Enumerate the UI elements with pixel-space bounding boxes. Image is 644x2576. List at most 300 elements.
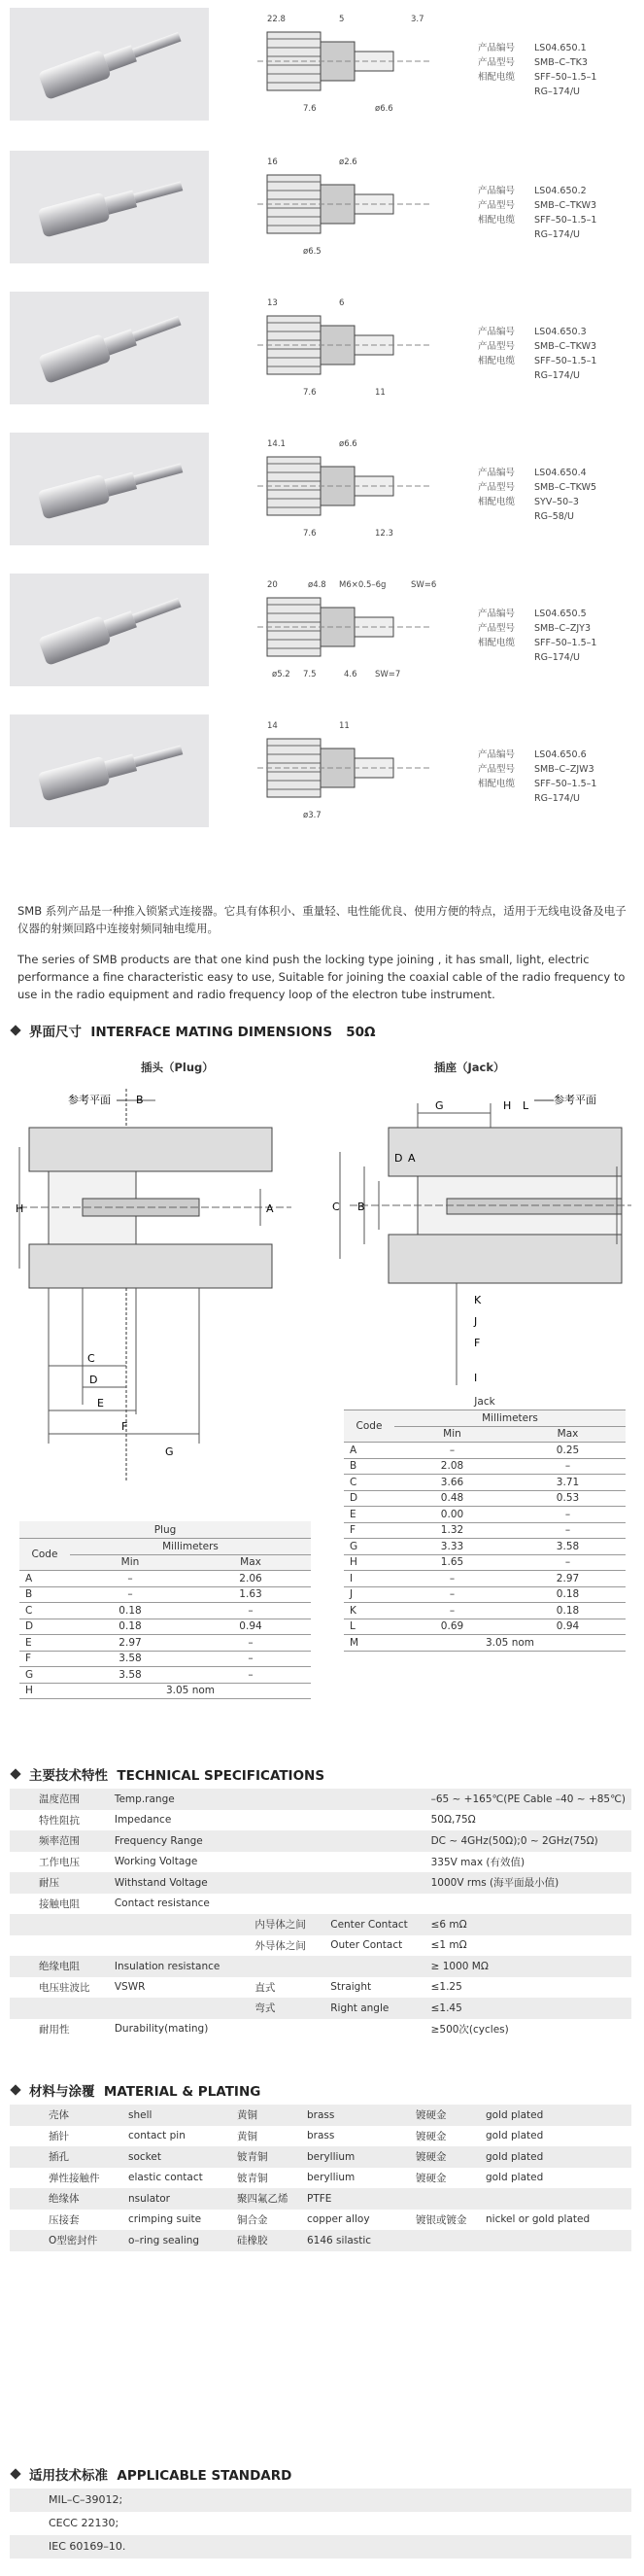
- product-technical-drawing: [238, 433, 481, 545]
- spec-sub-en: [324, 1830, 424, 1852]
- product-code: LS04.650.4: [534, 468, 587, 478]
- spec-row: [10, 2019, 631, 2040]
- part-name-en: crimping suite: [128, 2213, 202, 2226]
- part-name-cn: 绝缘体: [10, 2188, 122, 2210]
- dimension-min: 1.65: [394, 1554, 510, 1571]
- jack-max-header: Max: [510, 1426, 626, 1443]
- product-dimension-label: 4.6: [344, 670, 357, 679]
- dimension-min: 3.66: [394, 1475, 510, 1491]
- spec-row: [10, 1977, 631, 1999]
- spec-value: ≥ 1000 MΩ: [425, 1956, 631, 1977]
- material-section-title: 材料与涂覆 MATERIAL & PLATING: [12, 2080, 260, 2100]
- jack-dim-b: B: [357, 1201, 365, 1213]
- part-name-cn: 插针: [49, 2130, 69, 2142]
- standard-item: MIL–C–39012;: [10, 2489, 631, 2512]
- plug-dim-d: D: [89, 1374, 98, 1386]
- dimension-min: 2.08: [394, 1458, 510, 1475]
- spec-sub-cn: [249, 1830, 324, 1852]
- product-info-table: 产品编号 LS04.650.3 产品型号 SMB–C–TKW3 相配电缆 SFF–50–1.5–1 RG–174/U: [474, 325, 634, 383]
- material-row: [10, 2188, 631, 2210]
- spec-name-en: [109, 1998, 250, 2019]
- table-row: [344, 1586, 626, 1603]
- plating-en: gold plated: [480, 2146, 631, 2168]
- product-cable: RG–174/U: [534, 652, 580, 663]
- product-dimension-label: 7.6: [303, 529, 317, 539]
- dimension-nominal: 3.05 nom: [70, 1683, 311, 1699]
- dimension-code: A: [344, 1443, 394, 1459]
- plug-interface-drawing: [10, 1074, 301, 1512]
- spec-sub-cn: [249, 1789, 324, 1810]
- jack-dim-j: J: [474, 1315, 478, 1328]
- product-dimension-label: ø6.5: [303, 247, 322, 257]
- product-cable: SFF–50–1.5–1: [534, 638, 597, 648]
- spec-name-cn: [10, 1935, 109, 1957]
- jack-dim-f: F: [474, 1337, 481, 1349]
- plug-dim-f: F: [121, 1420, 128, 1433]
- plug-dim-h: H: [16, 1202, 24, 1215]
- spec-value: 1000V rms (海平面最小值): [425, 1872, 631, 1894]
- material-en: beryllium: [301, 2146, 410, 2168]
- spec-row: [10, 1852, 631, 1873]
- spec-value: 50Ω,75Ω: [430, 1814, 476, 1827]
- product-dimension-label: ø2.6: [339, 157, 357, 167]
- plating-en: gold plated: [486, 2172, 544, 2184]
- product-dimension-label: ø4.8: [308, 580, 326, 590]
- spec-sub-en: [324, 1894, 424, 1915]
- product-info-table: 产品编号 LS04.650.6 产品型号 SMB–C–ZJW3 相配电缆 SFF–50–1.5–1 RG–174/U: [474, 748, 634, 806]
- spec-name-cn: 接触电阻: [39, 1897, 80, 1910]
- standard-list: [10, 2489, 631, 2559]
- part-name-en: contact pin: [128, 2130, 186, 2142]
- part-name-cn: 插孔: [10, 2146, 122, 2168]
- jack-dim-d: D: [394, 1152, 403, 1165]
- plating-cn: 镀硬金: [416, 2130, 447, 2142]
- material-row: [10, 2168, 631, 2189]
- product-dimension-label: ø6.6: [375, 104, 393, 114]
- plug-dim-c: C: [87, 1352, 95, 1365]
- product-dimension-label: 7.5: [303, 670, 317, 679]
- product-dimension-label: 7.6: [303, 104, 317, 114]
- product-model: SMB–C–TK3: [534, 57, 588, 68]
- dimension-max: 0.18: [510, 1603, 626, 1619]
- dimension-min: 3.58: [70, 1667, 190, 1684]
- spec-value: ≥500次(cycles): [430, 2023, 509, 2036]
- spec-row: [10, 1935, 631, 1957]
- product-photo: [10, 8, 209, 121]
- table-row: [344, 1603, 626, 1619]
- dimension-nominal: 3.05 nom: [394, 1635, 626, 1652]
- dimension-max: 3.71: [510, 1475, 626, 1491]
- dimension-min: 1.32: [394, 1522, 510, 1539]
- material-row: [10, 2230, 631, 2251]
- dimension-min: –: [394, 1443, 510, 1459]
- dimension-min: –: [70, 1586, 190, 1603]
- spec-name-en: Insulation resistance: [109, 1956, 250, 1977]
- product-code: LS04.650.3: [534, 327, 587, 337]
- product-block: [10, 151, 634, 263]
- plating-cn: [410, 2188, 480, 2210]
- dimension-min: 0.69: [394, 1619, 510, 1635]
- dimension-max: 3.58: [510, 1539, 626, 1555]
- spec-row: [10, 1956, 631, 1977]
- spec-row: [10, 1914, 631, 1935]
- dimension-max: 1.63: [190, 1586, 311, 1603]
- dimension-max: –: [190, 1635, 311, 1652]
- dimension-max: 0.25: [510, 1443, 626, 1459]
- part-name-cn: 壳体: [10, 2105, 122, 2126]
- dimension-code: F: [344, 1522, 394, 1539]
- table-row: [344, 1522, 626, 1539]
- jack-table-title: Jack: [344, 1393, 626, 1410]
- jack-dim-a: A: [408, 1152, 416, 1165]
- spec-name-cn: [10, 1914, 109, 1935]
- spec-sub-cn: [249, 1872, 324, 1894]
- dimension-code: E: [19, 1635, 70, 1652]
- plating-cn: 镀硬金: [410, 2105, 480, 2126]
- table-row: [344, 1475, 626, 1491]
- dimension-max: 2.06: [190, 1571, 311, 1587]
- dimension-code: C: [19, 1603, 70, 1619]
- product-block: [10, 433, 634, 545]
- dimension-min: –: [70, 1571, 190, 1587]
- dimension-min: 3.33: [394, 1539, 510, 1555]
- product-code: LS04.650.6: [534, 749, 587, 760]
- product-code: LS04.650.1: [534, 43, 587, 53]
- spec-sub-en: Center Contact: [324, 1914, 424, 1935]
- plug-max-header: Max: [190, 1554, 311, 1571]
- part-name-cn: 压接套: [49, 2213, 80, 2226]
- plug-title: 插头（Plug）: [141, 1061, 214, 1074]
- product-info-table: 产品编号 LS04.650.1 产品型号 SMB–C–TK3 相配电缆 SFF–50–1.5–1 RG–174/U: [474, 41, 634, 99]
- spec-row: [10, 1830, 631, 1852]
- product-info-table: 产品编号 LS04.650.5 产品型号 SMB–C–ZJY3 相配电缆 SFF–50–1.5–1 RG–174/U: [474, 607, 634, 665]
- spec-name-en: Withstand Voltage: [109, 1872, 250, 1894]
- material-cn: 聚四氟乙烯: [231, 2188, 301, 2210]
- material-en: copper alloy: [307, 2213, 370, 2226]
- spec-value: –65 ~ +165℃(PE Cable –40 ~ +85℃): [425, 1789, 631, 1810]
- product-block: [10, 714, 634, 827]
- product-dimension-label: 6: [339, 298, 345, 308]
- jack-code-header: Code: [344, 1410, 394, 1443]
- product-dimension-label: SW=7: [375, 670, 401, 679]
- spec-section-title: 主要技术特性 TECHNICAL SPECIFICATIONS: [12, 1764, 324, 1784]
- jack-unit-header: Millimeters: [394, 1410, 626, 1427]
- part-name-en: nsulator: [122, 2188, 231, 2210]
- product-dimension-label: 13: [267, 298, 278, 308]
- product-photo: [10, 433, 209, 545]
- dimension-code: B: [344, 1458, 394, 1475]
- spec-row: [10, 1872, 631, 1894]
- plating-cn: 镀硬金: [416, 2172, 447, 2184]
- table-row: [344, 1554, 626, 1571]
- spec-name-en: [109, 1914, 250, 1935]
- dimension-max: –: [190, 1651, 311, 1667]
- plug-reference-plane-label: 参考平面: [68, 1094, 111, 1106]
- spec-name-cn: 特性阻抗: [39, 1814, 80, 1827]
- product-info-table: 产品编号 LS04.650.4 产品型号 SMB–C–TKW5 相配电缆 SYV–50–3 RG–58/U: [474, 466, 634, 524]
- spec-name-en: Temp.range: [109, 1789, 250, 1810]
- plug-unit-header: Millimeters: [70, 1539, 311, 1555]
- standard-item: CECC 22130;: [49, 2517, 119, 2529]
- spec-value: ≤1.45: [425, 1998, 631, 2019]
- product-info-table: 产品编号 LS04.650.2 产品型号 SMB–C–TKW3 相配电缆 SFF–50–1.5–1 RG–174/U: [474, 184, 634, 242]
- product-cable: RG–174/U: [534, 370, 580, 381]
- plating-cn: [410, 2230, 480, 2251]
- plug-table-title: Plug: [19, 1521, 311, 1539]
- dimension-max: –: [190, 1667, 311, 1684]
- table-row: [344, 1539, 626, 1555]
- plug-dim-b: B: [136, 1094, 144, 1106]
- table-row: [344, 1507, 626, 1523]
- plug-dim-g: G: [165, 1445, 174, 1458]
- dimension-code: J: [344, 1586, 394, 1603]
- plug-dim-e: E: [97, 1397, 104, 1410]
- table-row: [19, 1683, 311, 1699]
- material-row: [10, 2210, 631, 2231]
- intro-chinese: SMB 系列产品是一种推入锁紧式连接器。它具有体积小、重量轻、电性能优良、使用方便的特点，适用于无线电设备及电子仪器的射频回路中连接射频同轴电缆用。: [17, 904, 627, 935]
- jack-reference-plane-label: 参考平面: [554, 1094, 596, 1106]
- interface-section-title: 界面尺寸 INTERFACE MATING DIMENSIONS 50Ω: [12, 1021, 375, 1040]
- dimension-min: 0.00: [394, 1507, 510, 1523]
- product-model: SMB–C–TKW5: [534, 482, 597, 493]
- material-cn: 硅橡胶: [231, 2230, 301, 2251]
- dimension-code: M: [344, 1635, 394, 1652]
- part-name-en: elastic contact: [128, 2172, 203, 2184]
- product-model: SMB–C–ZJY3: [534, 623, 592, 634]
- dimension-code: L: [344, 1619, 394, 1635]
- jack-dim-c: C: [332, 1201, 340, 1213]
- spec-sub-en: Outer Contact: [330, 1939, 403, 1952]
- spec-name-cn: 绝缘电阻: [10, 1956, 109, 1977]
- material-en: beryllium: [307, 2172, 356, 2184]
- standard-item: IEC 60169–10.: [10, 2535, 631, 2559]
- plug-code-header: Code: [19, 1539, 70, 1571]
- diamond-bullet-icon: [10, 1025, 20, 1035]
- spec-sub-en: Right angle: [324, 1998, 424, 2019]
- product-technical-drawing: [238, 714, 481, 827]
- product-model: SMB–C–TKW3: [534, 341, 597, 352]
- dimension-code: I: [344, 1571, 394, 1587]
- material-row: [10, 2105, 631, 2126]
- spec-sub-cn: [249, 2019, 324, 2040]
- plug-min-header: Min: [70, 1554, 190, 1571]
- product-photo: [10, 292, 209, 404]
- product-photo: [10, 574, 209, 686]
- jack-title: 插座（Jack）: [434, 1061, 505, 1074]
- plug-dimension-table: [19, 1521, 311, 1699]
- jack-dim-k: K: [474, 1294, 482, 1306]
- dimension-code: H: [19, 1683, 70, 1699]
- spec-sub-en: Straight: [330, 1981, 372, 1994]
- plating-en: gold plated: [480, 2105, 631, 2126]
- spec-name-cn: 工作电压: [39, 1856, 80, 1868]
- spec-sub-cn: 直式: [254, 1981, 276, 1994]
- product-cable: SFF–50–1.5–1: [534, 72, 597, 83]
- material-en: brass: [301, 2105, 410, 2126]
- dimension-min: 0.48: [394, 1490, 510, 1507]
- product-dimension-label: M6×0.5–6g: [339, 580, 387, 590]
- product-code: LS04.650.5: [534, 609, 587, 619]
- material-cn: 黄铜: [237, 2130, 257, 2142]
- dimension-code: C: [344, 1475, 394, 1491]
- jack-dim-g: G: [435, 1099, 444, 1112]
- product-cable: RG–174/U: [534, 229, 580, 240]
- dimension-min: –: [394, 1571, 510, 1587]
- product-photo: [10, 151, 209, 263]
- table-row: [19, 1651, 311, 1667]
- dimension-min: 3.58: [70, 1651, 190, 1667]
- dimension-max: –: [510, 1507, 626, 1523]
- product-dimension-label: 22.8: [267, 15, 286, 24]
- product-technical-drawing: [238, 8, 481, 121]
- product-dimension-label: ø3.7: [303, 811, 322, 820]
- material-cn: 黄铜: [231, 2105, 301, 2126]
- product-dimension-label: SW=6: [411, 580, 437, 590]
- spec-name-cn: [10, 1998, 109, 2019]
- material-row: [10, 2146, 631, 2168]
- table-row: [344, 1635, 626, 1652]
- dimension-max: 0.18: [510, 1586, 626, 1603]
- product-technical-drawing: [238, 151, 481, 263]
- product-dimension-label: 14: [267, 721, 278, 731]
- spec-sub-cn: 弯式: [249, 1998, 324, 2019]
- spec-value: 335V max (有效值): [430, 1856, 525, 1868]
- spec-name-cn: 耐压: [10, 1872, 109, 1894]
- product-model: SMB–C–TKW3: [534, 200, 597, 211]
- dimension-code: H: [344, 1554, 394, 1571]
- spec-sub-cn: [249, 1810, 324, 1831]
- product-technical-drawing: [238, 292, 481, 404]
- product-cable: RG–174/U: [534, 793, 580, 804]
- spec-sub-en: [324, 1810, 424, 1831]
- product-cable: SFF–50–1.5–1: [534, 356, 597, 366]
- product-dimension-label: 11: [375, 388, 386, 398]
- material-en: brass: [307, 2130, 335, 2142]
- diamond-bullet-icon: [10, 1768, 20, 1779]
- table-row: [344, 1490, 626, 1507]
- spec-sub-en: [324, 2019, 424, 2040]
- plating-cn: 镀硬金: [410, 2146, 480, 2168]
- plug-dim-a: A: [266, 1202, 274, 1215]
- spec-name-en: [109, 1935, 250, 1957]
- spec-sub-cn: [249, 1852, 324, 1873]
- dimension-max: –: [510, 1522, 626, 1539]
- dimension-code: B: [19, 1586, 70, 1603]
- spec-value: DC ~ 4GHz(50Ω);0 ~ 2GHz(75Ω): [425, 1830, 631, 1852]
- table-row: [344, 1458, 626, 1475]
- material-row: [10, 2126, 631, 2147]
- spec-name-cn: 温度范围: [10, 1789, 109, 1810]
- spec-name-en: Contact resistance: [114, 1897, 210, 1910]
- dimension-max: –: [190, 1603, 311, 1619]
- spec-name-cn: 电压驻波比: [39, 1981, 90, 1994]
- part-name-cn: O型密封件: [10, 2230, 122, 2251]
- product-dimension-label: 5: [339, 15, 345, 24]
- plating-en: gold plated: [486, 2130, 544, 2142]
- product-dimension-label: 3.7: [411, 15, 424, 24]
- dimension-code: A: [19, 1571, 70, 1587]
- material-cn: 铜合金: [237, 2213, 268, 2226]
- dimension-code: D: [344, 1490, 394, 1507]
- table-row: [19, 1571, 311, 1587]
- spec-name-en: VSWR: [114, 1981, 146, 1994]
- dimension-code: E: [344, 1507, 394, 1523]
- product-dimension-label: ø5.2: [272, 670, 290, 679]
- spec-row: [10, 1810, 631, 1831]
- product-dimension-label: 12.3: [375, 529, 393, 539]
- dimension-max: –: [510, 1554, 626, 1571]
- spec-table: [10, 1789, 631, 2039]
- product-cable: SFF–50–1.5–1: [534, 215, 597, 226]
- product-dimension-label: 16: [267, 157, 278, 167]
- product-code: LS04.650.2: [534, 186, 587, 196]
- material-cn: 铍青铜: [237, 2172, 268, 2184]
- dimension-min: –: [394, 1603, 510, 1619]
- jack-dim-l: L: [523, 1099, 529, 1112]
- spec-name-en: Impedance: [114, 1814, 172, 1827]
- spec-sub-cn: 外导体之间: [254, 1939, 306, 1952]
- plating-en: [480, 2230, 631, 2251]
- product-dimension-label: 7.6: [303, 388, 317, 398]
- spec-name-cn: 耐用性: [39, 2023, 70, 2036]
- plating-en: [480, 2188, 631, 2210]
- dimension-code: G: [344, 1539, 394, 1555]
- plating-cn: 镀银或镀金: [416, 2213, 467, 2226]
- product-model: SMB–C–ZJW3: [534, 764, 594, 775]
- product-cable: RG–58/U: [534, 511, 574, 522]
- table-row: [19, 1635, 311, 1652]
- product-photo: [10, 714, 209, 827]
- table-row: [344, 1619, 626, 1635]
- part-name-en: shell: [122, 2105, 231, 2126]
- table-row: [19, 1667, 311, 1684]
- product-dimension-label: 14.1: [267, 439, 286, 449]
- spec-value: ≤1.25: [430, 1981, 462, 1994]
- diamond-bullet-icon: [10, 2084, 20, 2095]
- table-row: [19, 1603, 311, 1619]
- jack-interface-drawing: [311, 1074, 631, 1395]
- part-name-cn: 弹性接触件: [49, 2172, 100, 2184]
- spec-sub-en: [324, 1956, 424, 1977]
- product-cable: SYV–50–3: [534, 497, 579, 507]
- dimension-code: F: [19, 1651, 70, 1667]
- plating-en: nickel or gold plated: [486, 2213, 591, 2226]
- jack-dim-i: I: [474, 1372, 478, 1384]
- product-dimension-label: ø6.6: [339, 439, 357, 449]
- spec-sub-cn: 内导体之间: [249, 1914, 324, 1935]
- dimension-min: 2.97: [70, 1635, 190, 1652]
- part-name-en: o–ring sealing: [122, 2230, 231, 2251]
- spec-sub-en: [324, 1852, 424, 1873]
- dimension-min: 0.18: [70, 1603, 190, 1619]
- dimension-max: –: [510, 1458, 626, 1475]
- spec-row: [10, 1789, 631, 1810]
- spec-name-en: Working Voltage: [114, 1856, 198, 1868]
- dimension-max: 2.97: [510, 1571, 626, 1587]
- spec-value: ≤1 mΩ: [430, 1939, 467, 1952]
- spec-sub-cn: [249, 1894, 324, 1915]
- jack-dimension-table: [344, 1393, 626, 1652]
- jack-dim-h: H: [503, 1099, 512, 1112]
- product-cable: RG–174/U: [534, 87, 580, 97]
- table-row: [344, 1443, 626, 1459]
- material-en: PTFE: [301, 2188, 410, 2210]
- spec-name-en: Durability(mating): [114, 2023, 209, 2036]
- table-row: [19, 1586, 311, 1603]
- diamond-bullet-icon: [10, 2468, 20, 2479]
- table-row: [344, 1571, 626, 1587]
- spec-value: ≤6 mΩ: [425, 1914, 631, 1935]
